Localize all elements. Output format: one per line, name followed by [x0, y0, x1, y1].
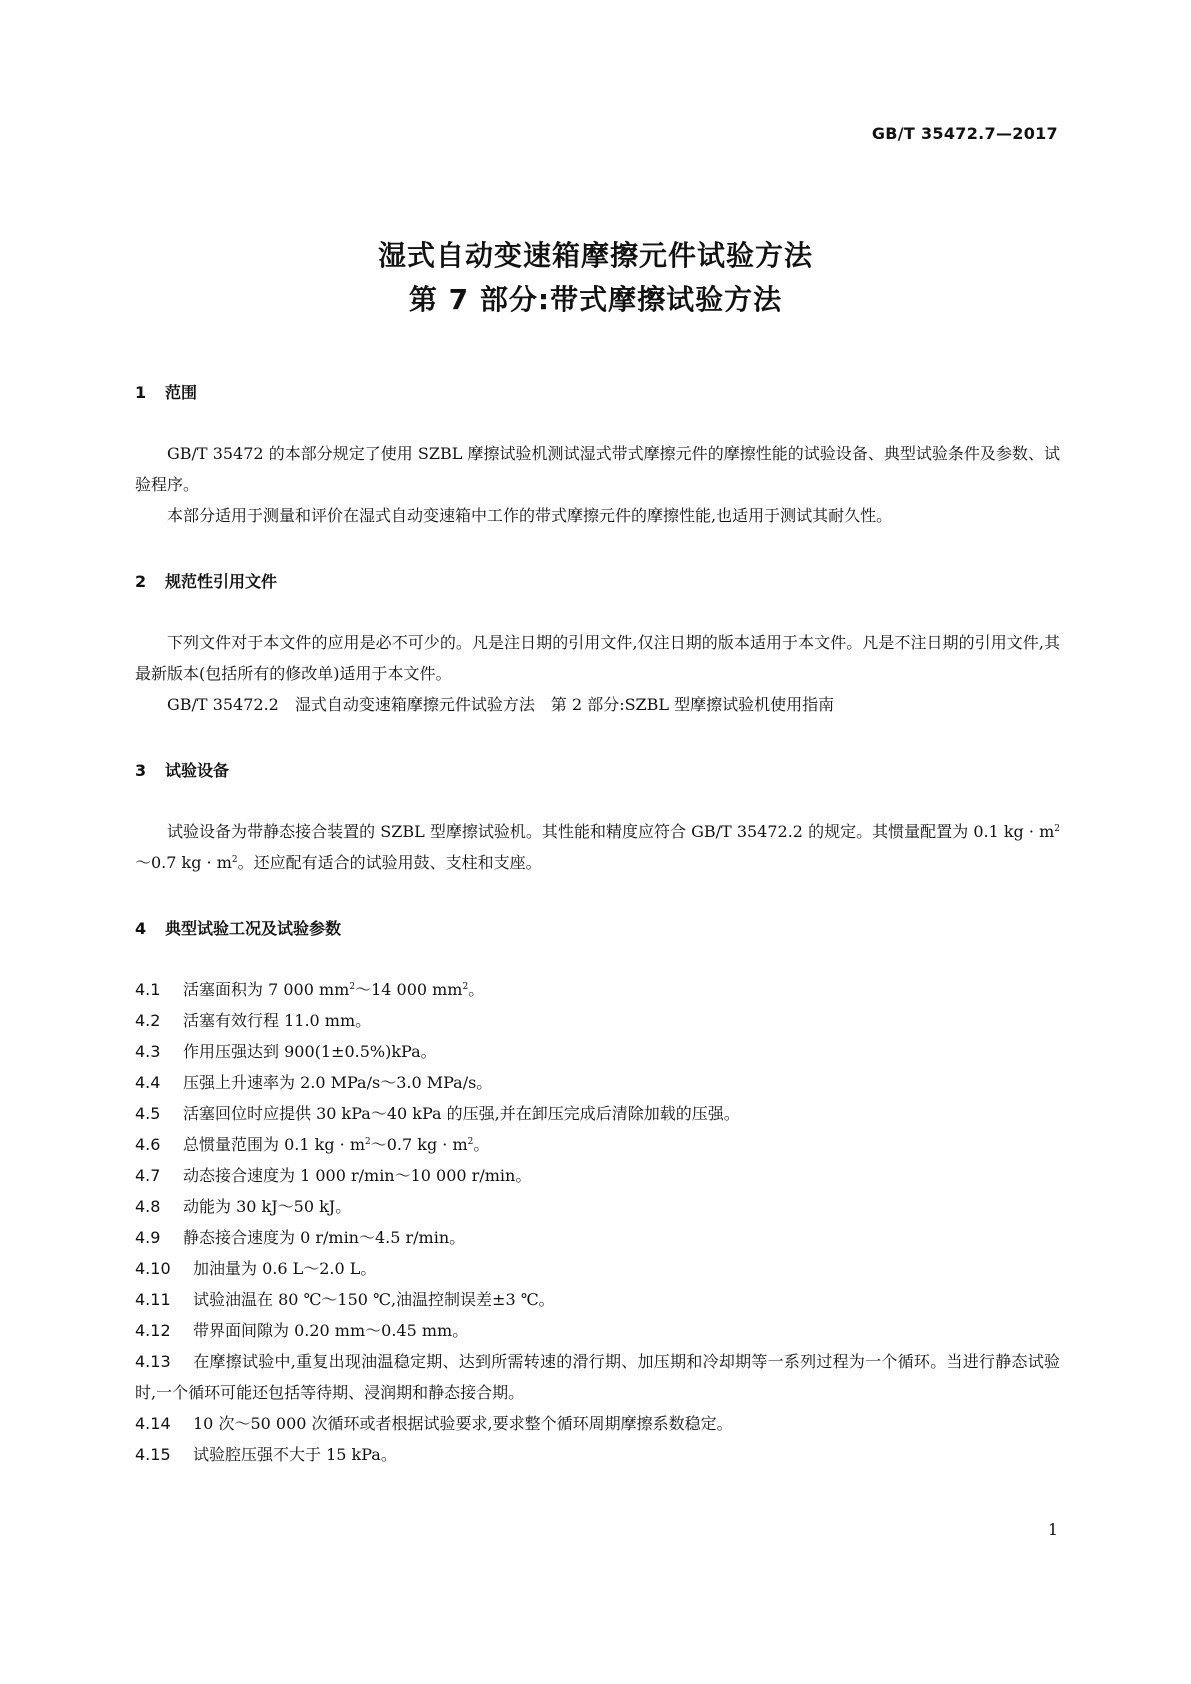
section-heading-test-equipment: 3 试验设备 — [135, 761, 230, 780]
list-item: 4.6 总惯量范围为 0.1 kg · $m^2\sim 0.7$ kg · $m^2$。 — [135, 1135, 490, 1154]
list-item: 4.9 静态接合速度为 0 r/min～4.5 r/min。 — [135, 1228, 466, 1247]
list-item: 4.3 作用压强达到 900(1±0.5%)kPa。 — [135, 1042, 437, 1061]
page-number: 1 — [1047, 1520, 1058, 1539]
document-title-line1: 湿式自动变速箱摩擦元件试验方法 — [377, 239, 813, 272]
list-item: 4.10 加油量为 0.6 L～2.0 L。 — [135, 1259, 377, 1278]
list-item: 4.1 活塞面积为 7 000 $mm^2\sim 14$ 000 $mm^2$。 — [135, 980, 485, 999]
references-paragraph: 下列文件对于本文件的应用是必不可少的。凡是注日期的引用文件,仅注日期的版本适用于本文件。凡是不注日期的引用文件,其最新版本(包括所有的修改单)适用于本文件。 — [135, 633, 1060, 683]
list-item: 4.14 10 次～50 000 次循环或者根据试验要求,要求整个循环周期摩擦系数稳定。 — [135, 1414, 733, 1433]
section-heading-normative-references: 2 规范性引用文件 — [135, 572, 278, 591]
list-item: 4.11 试验油温在 80 ℃～150 ℃,油温控制误差±3 ℃。 — [135, 1290, 555, 1309]
section-heading-scope: 1 范围 — [135, 383, 198, 402]
document-body — [135, 380, 1060, 1470]
document-title-line2: 第 7 部分:带式摩擦试验方法 — [408, 283, 783, 316]
list-item: 4.13 在摩擦试验中,重复出现油温稳定期、达到所需转速的滑行期、加压期和冷却期等一系列过程为一个循环。当进行静态试验时,一个循环可能还包括等待期、浸润期和静态接合期。 — [135, 1352, 1060, 1402]
list-item: 4.7 动态接合速度为 1 000 r/min～10 000 r/min。 — [135, 1166, 532, 1185]
scope-paragraph-1: GB/T 35472 的本部分规定了使用 SZBL 摩擦试验机测试湿式带式摩擦元件的摩擦性能的试验设备、典型试验条件及参数、试验程序。 — [135, 444, 1060, 494]
list-item: 4.4 压强上升速率为 2.0 MPa/s～3.0 MPa/s。 — [135, 1073, 493, 1092]
equipment-paragraph: 试验设备为带静态接合装置的 SZBL 型摩擦试验机。其性能和精度应符合 GB/T 35472.2 的规定。其惯量配置为 0.1 kg · $m^2\sim 0.7$ kg · $m^2$。还应配有适合的试验用鼓、支柱和支座。 — [135, 822, 1060, 872]
section-heading-test-conditions: 4 典型试验工况及试验参数 — [135, 919, 342, 938]
list-item: 4.15 试验腔压强不大于 15 kPa。 — [135, 1445, 397, 1464]
list-item: 4.2 活塞有效行程 11.0 mm。 — [135, 1011, 372, 1030]
reference-entry: GB/T 35472.2 湿式自动变速箱摩擦元件试验方法 第 2 部分:SZBL 型摩擦试验机使用指南 — [167, 695, 835, 714]
list-item: 4.8 动能为 30 kJ～50 kJ。 — [135, 1197, 352, 1216]
list-item: 4.12 带界面间隙为 0.20 mm～0.45 mm。 — [135, 1321, 469, 1340]
scope-paragraph-2: 本部分适用于测量和评价在湿式自动变速箱中工作的带式摩擦元件的摩擦性能,也适用于测试其耐久性。 — [167, 506, 893, 525]
list-item: 4.5 活塞回位时应提供 30 kPa～40 kPa 的压强,并在卸压完成后清除加载的压强。 — [135, 1104, 740, 1123]
standard-code: GB/T 35472.7—2017 — [871, 124, 1058, 143]
